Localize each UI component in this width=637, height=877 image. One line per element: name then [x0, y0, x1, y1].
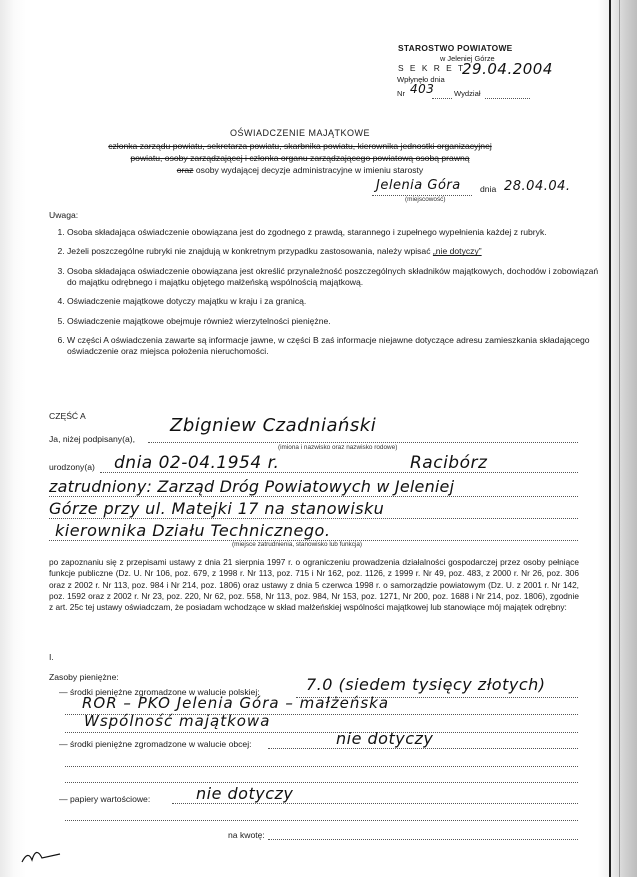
declarant-name: Zbigniew Czadniański	[170, 415, 377, 436]
page-edge	[609, 0, 611, 877]
foreign-dotline	[65, 766, 578, 767]
stamp-city: w Jeleniej Górze	[440, 54, 495, 63]
stamp-dotline	[432, 98, 452, 99]
cash-pln-label: — środki pieniężne zgromadzone w walucie polskiej:	[59, 687, 260, 697]
rule-quote: „nie dotyczy”	[432, 246, 482, 257]
section-roman: I.	[49, 652, 54, 662]
stamp-number-label: Nr	[397, 89, 406, 98]
cash-foreign-label: — środki pieniężne zgromadzone w walucie obcej:	[59, 739, 252, 749]
place-caption: (miejscowość)	[405, 196, 446, 203]
born-date: dnia 02-04.1954 r.	[114, 453, 280, 473]
cash-dotline	[65, 732, 578, 733]
stamp-number-value: 403	[410, 82, 435, 96]
stamp-dotline	[485, 98, 530, 99]
rule-text: Jeżeli poszczególne rubryki nie znajdują w konkretnym przypadku zastosowania, należy wpisać	[67, 246, 431, 257]
foreign-dotline	[65, 782, 578, 783]
struck-line: członka zarządu powiatu, sekretarza powiatu, skarbnika powiatu, kierownika jednostki organizacyjnej	[108, 141, 492, 151]
rule-text: Oświadczenie majątkowe obejmuje również wierzytelności pieniężne.	[67, 315, 331, 326]
rule-item	[67, 246, 599, 257]
stamp-received-date: 29.04.2004	[462, 60, 553, 78]
rule-item	[67, 266, 599, 289]
amount-dotline	[268, 839, 578, 840]
date-value: 28.04.04.	[504, 179, 571, 194]
employment-line-1: zatrudniony: Zarząd Dróg Powiatowych w Jeleniej	[49, 477, 455, 496]
employment-dotline	[49, 496, 578, 497]
securities-dotline	[65, 820, 578, 821]
cash-pln-line-3: Wspólność majątkowa	[84, 712, 271, 730]
securities-label: — papiery wartościowe:	[59, 794, 151, 804]
stamp-unit-label: Wydział	[454, 89, 481, 98]
rule-item	[67, 227, 599, 238]
employment-caption: (miejsce zatrudnienia, stanowisko lub funkcja)	[232, 541, 363, 548]
initials-mark	[20, 840, 62, 870]
name-dotline	[148, 442, 578, 443]
rule-text: Osoba składająca oświadczenie obowiązana jest do zgodnego z prawdą, starannego i zupełnego wypełnienia każdej z rubryk.	[67, 227, 547, 237]
stamp-received-label: Wpłynęło dnia	[397, 75, 445, 84]
amount-label: na kwotę:	[228, 830, 265, 840]
born-place: Racibórz	[410, 453, 488, 473]
cash-pln-line-2: ROR – PKO Jelenia Góra – małżeńska	[82, 694, 390, 712]
document-subtitle	[0, 165, 600, 176]
page-edge-shadow	[619, 0, 620, 877]
part-heading: CZĘŚĆ A	[49, 411, 86, 421]
born-label: urodzony(a)	[49, 462, 95, 472]
place-value: Jelenia Góra	[376, 178, 461, 193]
cash-foreign-value: nie dotyczy	[336, 729, 434, 748]
rule-item	[67, 335, 599, 358]
employment-line-3: kierownika Działu Technicznego.	[55, 521, 331, 540]
rule-item	[67, 316, 599, 327]
rule-text: Oświadczenie majątkowe dotyczy majątku w kraju i za granicą.	[67, 296, 307, 307]
rule-item	[67, 296, 599, 307]
name-caption: (imiona i nazwisko oraz nazwisko rodowe)	[278, 444, 398, 451]
note-label: Uwaga:	[49, 210, 79, 220]
securities-value: nie dotyczy	[196, 784, 294, 803]
employment-line-2: Górze przy ul. Matejki 17 na stanowisku	[49, 499, 385, 518]
securities-dotline	[172, 803, 578, 804]
cash-pln-value: 7.0 (siedem tysięcy złotych)	[306, 675, 546, 694]
law-paragraph: po zapoznaniu się z przepisami ustawy z dnia 21 sierpnia 1997 r. o ograniczeniu prowadzenia działalności gospodarczej przez osoby pełniące funkcje publiczne (Dz. U. Nr 106, poz. 679, z 1998 r. Nr 113, poz. 715 i Nr 162, poz. 1126, z 1999 r. Nr 49, poz. 483, z 2000 r. Nr 26, poz. 306 oraz z 2002 r. Nr 113, poz. 984 i Nr 214, poz. 1806) oraz ustawy z dnia 5 czerwca 1998 r. o samorządzie powiatowym (Dz. U. z 2001 r. Nr 142, poz. 1592 oraz z 2002 r. Nr 23, poz. 220, Nr 62, poz. 558, Nr 113, poz. 984, Nr 153, poz. 1271, Nr 200, poz. 1688 i Nr 214, poz. 1806), zgodnie z art. 25c tej ustawy oświadczam, że posiadam wchodzące w skład małżeńskiej wspólności majątkowej lub stanowiące mój majątek odrębny:	[49, 557, 579, 613]
rule-text: Osoba składająca oświadczenie obowiązana jest określić przynależność poszczególnych składników majątkowych, dochodów i zobowiązań do majątku odrębnego i majątku objętego małżeńską wspólnością majątkową.	[67, 265, 599, 288]
declarant-label: Ja, niżej podpisany(a),	[49, 434, 135, 444]
foreign-dotline	[268, 748, 578, 749]
born-dotline	[100, 472, 578, 473]
employment-dotline	[49, 518, 578, 519]
date-label: dnia	[480, 184, 497, 194]
rules-list	[49, 227, 599, 366]
stamp-dept: S E K R E T	[398, 63, 465, 73]
document-title: OŚWIADCZENIE MAJĄTKOWE	[229, 128, 370, 138]
subtitle-rest: osoby wydającej decyzje administracyjne w imieniu starosty	[195, 165, 424, 175]
cash-label: Zasoby pieniężne:	[49, 672, 119, 682]
stamp-office-name: STAROSTWO POWIATOWE	[398, 43, 513, 53]
subtitle-struck: oraz	[176, 165, 194, 175]
rule-text: W części A oświadczenia zawarte są informacje jawne, w części B zaś informacje niejawne dotyczące adresu zamieszkania składającego oświadczenie oraz miejsca położenia nieruchomości.	[67, 335, 590, 357]
struck-line: powiatu, osoby zarządzającej i członka organu zarządzającego powiatową osobą prawną	[130, 153, 470, 163]
